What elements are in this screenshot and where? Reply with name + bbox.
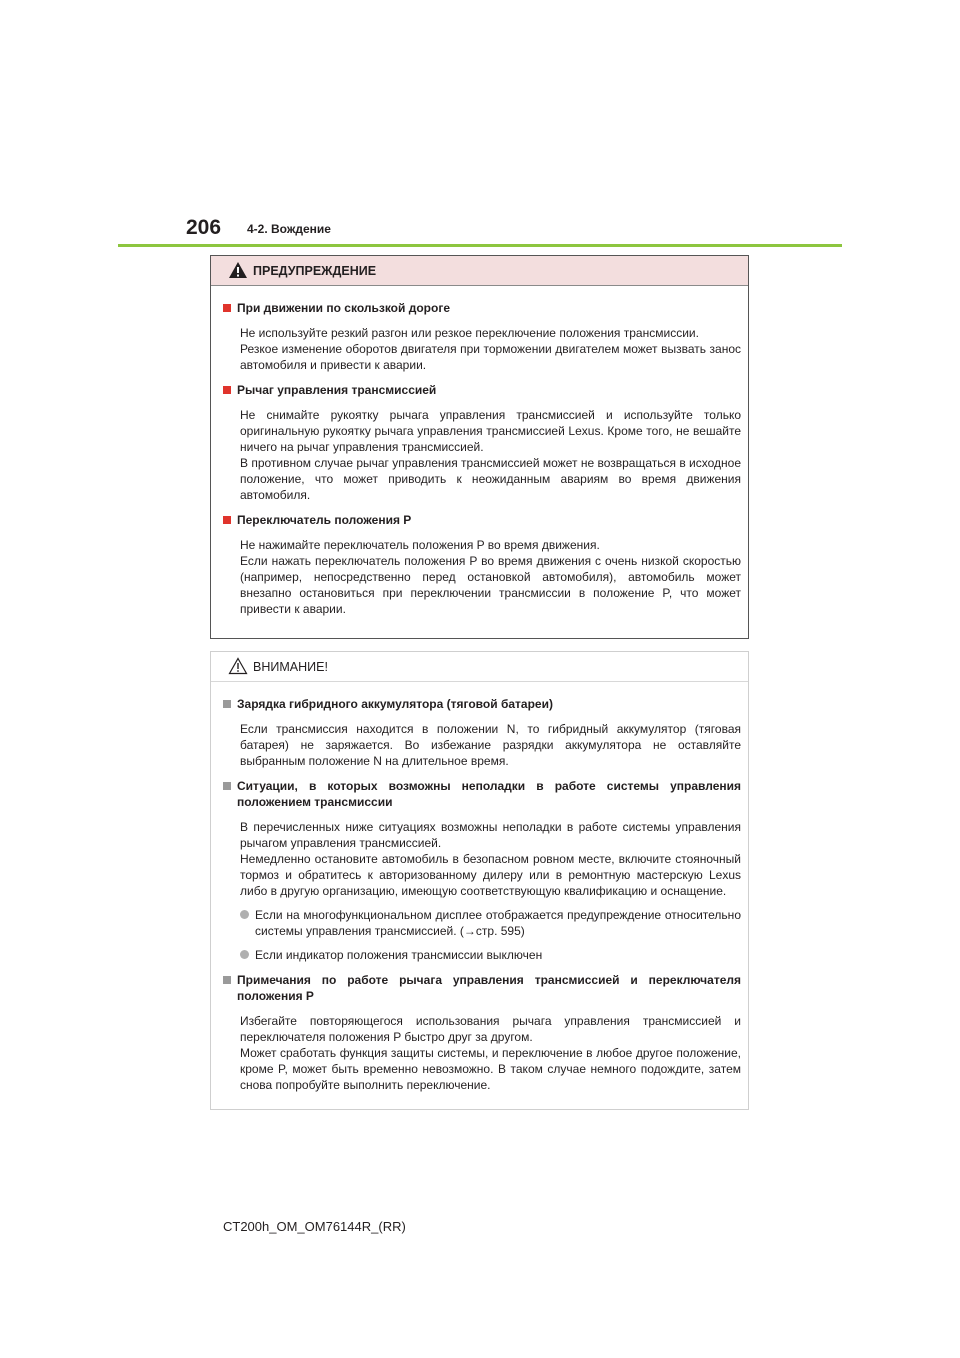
paragraph: Резкое изменение оборотов двигателя при торможении двигателем может вызвать занос автомобиля и привести к аварии. <box>240 342 741 372</box>
list-item-text: Если индикатор положения трансмиссии выключен <box>255 948 543 962</box>
warning-item <box>223 300 741 373</box>
list-item-text: Если на многофункциональном дисплее отображается предупреждение относительно системы управления трансмиссией. (→стр. 595) <box>255 908 741 938</box>
warning-triangle-icon <box>228 261 248 279</box>
circle-bullet-icon <box>240 950 249 959</box>
grey-square-bullet-icon <box>223 700 231 708</box>
paragraph: Не используйте резкий разгон или резкое переключение положения трансмиссии. <box>240 326 699 340</box>
red-square-bullet-icon <box>223 386 231 394</box>
item-heading-text: Примечания по работе рычага управления трансмиссией и переключателя положения P <box>237 973 741 1003</box>
header-rule <box>118 244 842 247</box>
item-heading-text: Зарядка гибридного аккумулятора (тяговой батареи) <box>237 697 553 711</box>
paragraph: Немедленно остановите автомобиль в безопасном ровном месте, включите стояночный тормоз и обратитесь к авторизованному дилеру или в ремонтную мастерскую Lexus либо в другую организацию, имеющую соответствующую квалификацию и оснащение. <box>240 852 741 898</box>
notice-item <box>223 778 741 963</box>
paragraph: В противном случае рычаг управления трансмиссией может не возвращаться в исходное положение, что может приводить к неожиданным авариям во время движения автомобиля. <box>240 456 741 502</box>
warning-box <box>210 255 749 639</box>
section-title: 4-2. Вождение <box>247 222 331 236</box>
notice-box <box>210 651 749 1110</box>
list-item <box>240 947 741 963</box>
paragraph: Если нажать переключатель положения P во время движения с очень низкой скоростью (например, непосредственно перед остановкой автомобиля), автомобиль может внезапно остановиться при переключении трансмиссии в положение P, что может привести к аварии. <box>240 554 741 616</box>
item-heading <box>223 300 741 316</box>
list-item <box>240 907 741 939</box>
circle-bullet-icon <box>240 910 249 919</box>
notice-item <box>223 972 741 1093</box>
item-heading <box>223 382 741 398</box>
red-square-bullet-icon <box>223 516 231 524</box>
item-heading <box>223 512 741 528</box>
notice-body <box>211 682 748 1093</box>
paragraph: Не нажимайте переключатель положения P во время движения. <box>240 538 600 552</box>
item-heading-text: При движении по скользкой дороге <box>237 301 450 315</box>
red-square-bullet-icon <box>223 304 231 312</box>
item-heading-text: Ситуации, в которых возможны неполадки в работе системы управления положением трансмиссии <box>237 779 741 809</box>
item-heading <box>223 778 741 810</box>
paragraph: Может сработать функция защиты системы, и переключение в любое другое положение, кроме P, может быть временно невозможно. В таком случае немного подождите, затем снова попробуйте выполнить переключение. <box>240 1046 741 1092</box>
document-code: CT200h_OM_OM76144R_(RR) <box>223 1219 406 1234</box>
notice-header <box>211 652 748 682</box>
page-number: 206 <box>186 216 222 239</box>
warning-title: ПРЕДУПРЕЖДЕНИЕ <box>253 264 377 278</box>
item-heading <box>223 972 741 1004</box>
grey-square-bullet-icon <box>223 782 231 790</box>
warning-body <box>211 286 748 617</box>
warning-header <box>211 256 748 286</box>
paragraph: Не снимайте рукоятку рычага управления трансмиссией и используйте только оригинальную рукоятку рычага управления трансмиссией Lexus. Кроме того, не вешайте ничего на рычаг управления трансмиссией. <box>240 408 741 454</box>
paragraph: Избегайте повторяющегося использования рычага управления трансмиссией и переключателя положения P быстро друг за другом. <box>240 1014 741 1044</box>
notice-title: ВНИМАНИЕ! <box>253 660 328 674</box>
grey-square-bullet-icon <box>223 976 231 984</box>
caution-triangle-icon <box>228 657 248 675</box>
item-heading-text: Рычаг управления трансмиссией <box>237 383 437 397</box>
paragraph: Если трансмиссия находится в положении N, то гибридный аккумулятор (тяговая батарея) не заряжается. Во избежание разрядки аккумулятора не оставляйте выбранным положение N на длительное время. <box>240 722 741 768</box>
item-heading <box>223 696 741 712</box>
warning-item <box>223 512 741 617</box>
notice-item <box>223 696 741 769</box>
warning-item <box>223 382 741 503</box>
item-heading-text: Переключатель положения P <box>237 513 412 527</box>
paragraph: В перечисленных ниже ситуациях возможны неполадки в работе системы управления рычагом управления трансмиссией. <box>240 820 741 850</box>
